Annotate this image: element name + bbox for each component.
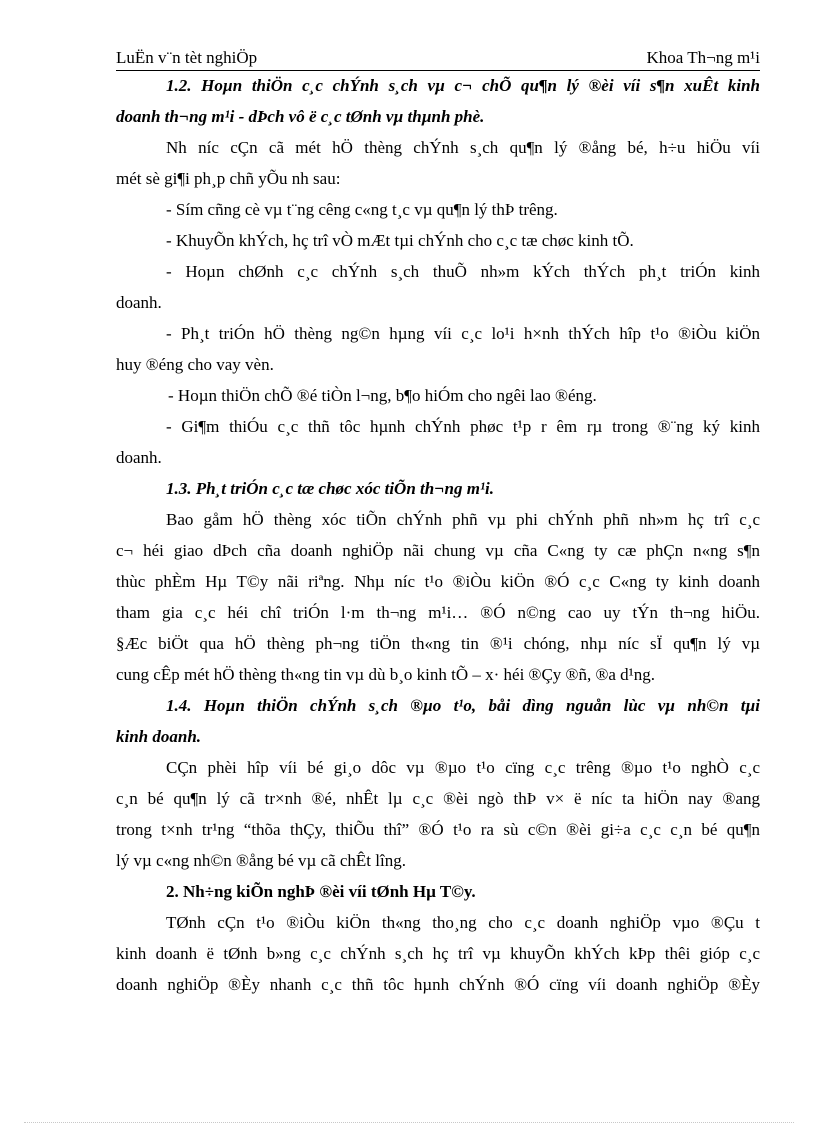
- section-heading-2: 2. Nh÷ng kiÕn nghÞ ®èi víi tØnh Hµ T©y.: [166, 882, 476, 901]
- bullet-item: - KhuyÕn khÝch, hç trî vÒ mÆt tµi chÝnh cho c¸c tæ chøc kinh tÕ.: [166, 231, 634, 250]
- bullet-item-cont: huy ®éng cho vay vèn.: [116, 355, 274, 374]
- paragraph-line: doanh nghiÖp ®Èy nhanh c¸c thñ tôc hµnh chÝnh ®Ó cïng víi doanh nghiÖp ®Èy: [116, 975, 760, 994]
- section-heading-1-2-cont: doanh th¬ng m¹i - dÞch vô ë c¸c tØnh vµ thµnh phè.: [116, 107, 485, 126]
- bullet-item: - Hoµn chØnh c¸c chÝnh s¸ch thuÕ nh»m kÝch thÝch ph¸t triÓn kinh: [166, 262, 760, 281]
- section-heading-1-2: 1.2. Hoµn thiÖn c¸c chÝnh s¸ch vµ c¬ chÕ qu¶n lý ®èi víi s¶n xuÊt kinh: [166, 76, 760, 95]
- page-header: [116, 46, 760, 71]
- bullet-item: - Gi¶m thiÓu c¸c thñ tôc hµnh chÝnh phøc t¹p r êm rµ trong ®¨ng ký kinh: [166, 417, 760, 436]
- paragraph-line: thùc phÈm Hµ T©y nãi riªng. Nhµ níc t¹o ®iÒu kiÖn ®Ó c¸c C«ng ty kinh doanh: [116, 572, 760, 591]
- paragraph-line: lý vµ c«ng nh©n ®ång bé vµ cã chÊt lîng.: [116, 851, 406, 870]
- paragraph-line: Nh níc cÇn cã mét hÖ thèng chÝnh s¸ch qu¶n lý ®ång bé, h÷u hiÖu víi: [166, 138, 760, 157]
- paragraph-line: CÇn phèi hîp víi bé gi¸o dôc vµ ®µo t¹o cïng c¸c trêng ®µo t¹o nghÒ c¸c: [166, 758, 760, 777]
- paragraph-line: mét sè gi¶i ph¸p chñ yÕu nh sau:: [116, 169, 341, 188]
- bullet-item-cont: doanh.: [116, 293, 162, 312]
- header-department: Khoa Th¬ng m¹i: [646, 48, 760, 67]
- bullet-item: - Ph¸t triÓn hÖ thèng ng©n hµng víi c¸c lo¹i h×nh thÝch hîp t¹o ®iÒu kiÖn: [166, 324, 760, 343]
- paragraph-line: c¬ héi giao dÞch cña doanh nghiÖp nãi chung vµ cña C«ng ty cæ phÇn n«ng s¶n: [116, 541, 760, 560]
- header-thesis-title: LuËn v¨n tèt nghiÖp: [116, 48, 258, 67]
- paragraph-line: Bao gåm hÖ thèng xóc tiÕn chÝnh phñ vµ phi chÝnh phñ nh»m hç trî c¸c: [166, 510, 760, 529]
- paragraph-line: cung cÊp mét hÖ thèng th«ng tin vµ dù b¸o kinh tÕ – x· héi ®Çy ®ñ, ®a d¹ng.: [116, 665, 656, 684]
- paragraph-line: c¸n bé qu¶n lý cã tr×nh ®é, nhÊt lµ c¸c ®èi ngò thÞ v× ë níc ta hiÖn nay ®ang: [116, 789, 760, 808]
- paragraph-line: TØnh cÇn t¹o ®iÒu kiÖn th«ng tho¸ng cho c¸c doanh nghiÖp vµo ®Çu t: [166, 913, 760, 932]
- paragraph-line: trong t×nh tr¹ng “thõa thÇy, thiÕu thî” ®Ó t¹o ra sù c©n ®èi gi÷a c¸c c¸n bé qu¶n: [116, 820, 760, 839]
- bullet-item: - Hoµn thiÖn chÕ ®é tiÒn l¬ng, b¶o hiÓm cho ngêi lao ®éng.: [168, 386, 597, 405]
- section-heading-1-3: 1.3. Ph¸t triÓn c¸c tæ chøc xóc tiÕn th¬ng m¹i.: [166, 479, 495, 498]
- section-heading-1-4-cont: kinh doanh.: [116, 727, 202, 746]
- paragraph-line: tham gia c¸c héi chî triÓn l·m th¬ng m¹i… ®Ó n©ng cao uy tÝn th¬ng hiÖu.: [116, 603, 760, 622]
- bullet-item: - Sím cñng cè vµ t¨ng cêng c«ng t¸c vµ qu¶n lý thÞ trêng.: [166, 200, 558, 219]
- document-body: [116, 70, 760, 1000]
- paragraph-line: kinh doanh ë tØnh b»ng c¸c chÝnh s¸ch hç trî vµ khuyÕn khÝch kÞp thêi gióp c¸c: [116, 944, 760, 963]
- bullet-item-cont: doanh.: [116, 448, 162, 467]
- section-heading-1-4: 1.4. Hoµn thiÖn chÝnh s¸ch ®µo t¹o, båi dìng nguån lùc vµ nh©n tµi: [166, 696, 760, 715]
- paragraph-line: §Æc biÖt qua hÖ thèng ph¬ng tiÖn th«ng tin ®¹i chóng, nhµ níc sÏ qu¶n lý vµ: [116, 634, 760, 653]
